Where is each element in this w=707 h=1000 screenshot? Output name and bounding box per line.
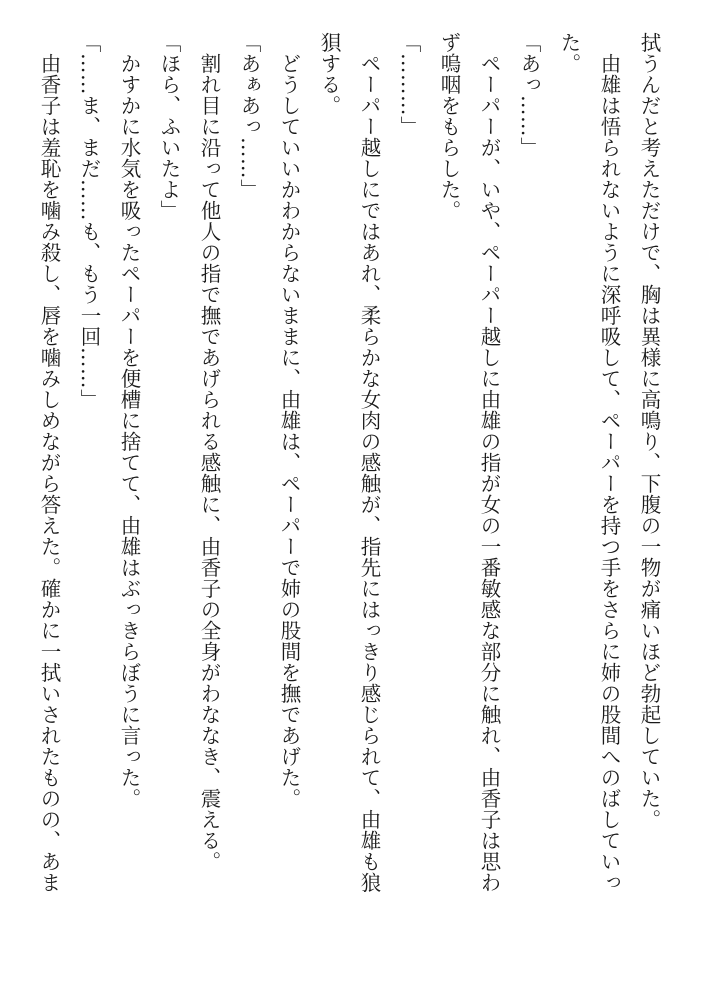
- text-line: 「ほら、ふいたよ」: [157, 32, 181, 221]
- text-line: 割れ目に沿って他人の指で撫であげられる感触に、由香子の全身がわななき、震える。: [197, 32, 221, 872]
- text-line: 由雄は悟られないように深呼吸して、ペーパーを持つ手をさらに姉の股間へのばしていっ: [597, 32, 621, 893]
- text-line: ず嗚咽をもらした。: [437, 32, 461, 221]
- vertical-text-body: [29, 32, 669, 982]
- text-line: 狽する。: [317, 32, 341, 116]
- text-line: ペーパーが、いや、ペーパー越しに由雄の指が女の一番敏感な部分に触れ、由香子は思わ: [477, 32, 501, 893]
- text-line: 拭うんだと考えただけで、胸は異様に高鳴り、下腹の一物が痛いほど勃起していた。: [637, 32, 661, 830]
- text-line: かすかに水気を吸ったペーパーを便槽に捨てて、由雄はぶっきらぼうに言った。: [117, 32, 141, 809]
- text-line: 由香子は羞恥を噛み殺し、唇を噛みしめながら答えた。確かに一拭いされたものの、あま: [37, 32, 61, 893]
- text-line: ペーパー越しにではあれ、柔らかな女肉の感触が、指先にはっきり感じられて、由雄も狼: [357, 32, 381, 893]
- text-line: 「……ま、まだ……も、もう一回……」: [77, 32, 101, 410]
- text-line: 「あぁあっ……」: [237, 32, 261, 200]
- text-line: どうしていいかわからないままに、由雄は、ペーパーで姉の股間を撫であげた。: [277, 32, 301, 809]
- text-line: 「………」: [397, 32, 421, 137]
- text-line: た。: [557, 32, 581, 74]
- text-line: 「あっ……」: [517, 32, 541, 158]
